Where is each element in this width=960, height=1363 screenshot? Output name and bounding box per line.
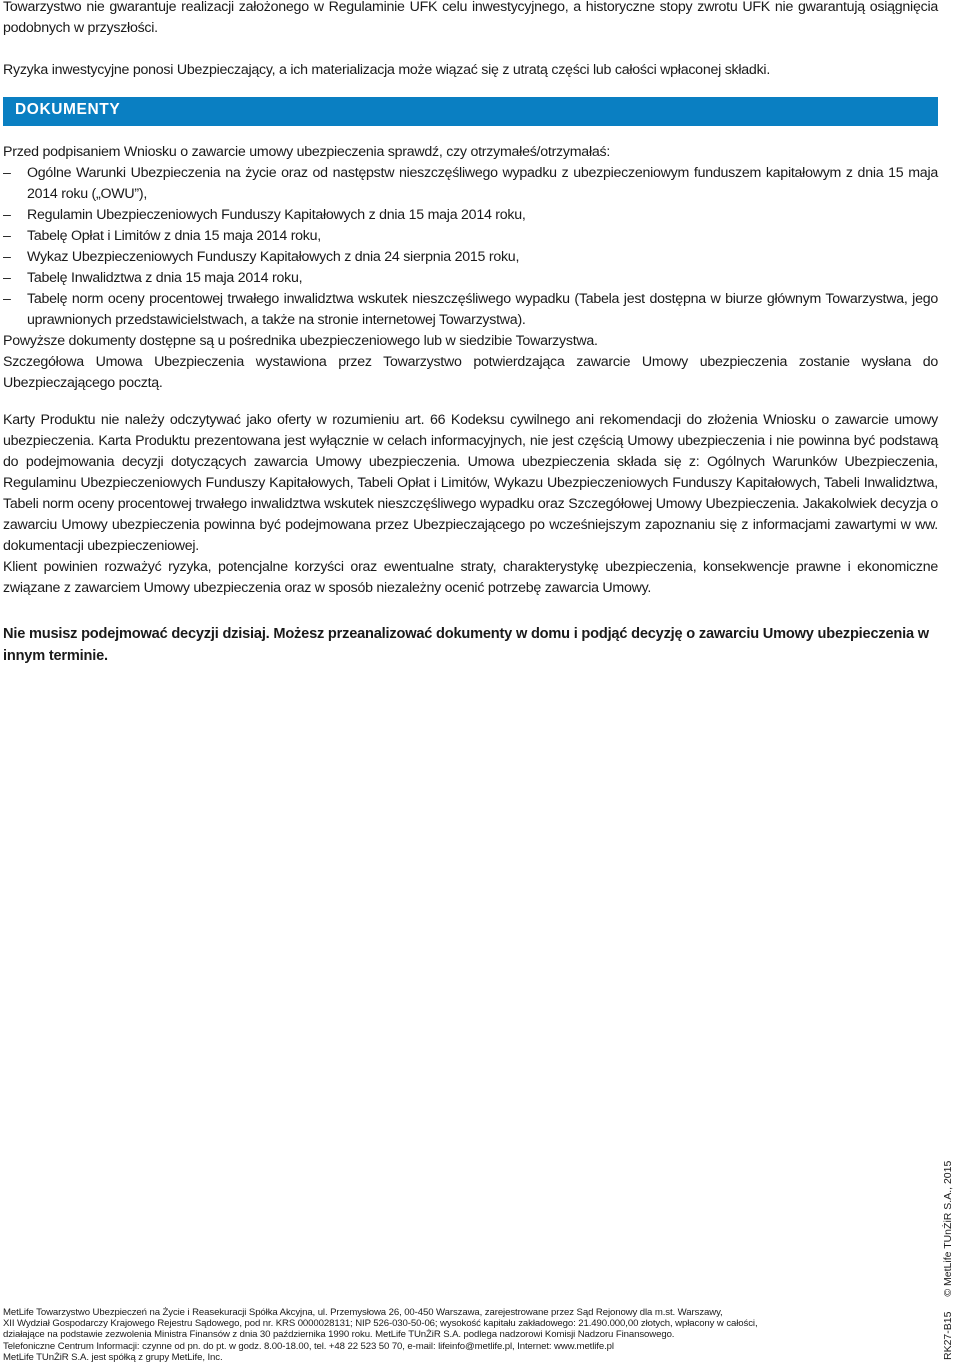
list-item-text: Tabelę norm oceny procentowej trwałego inwalidztwa wskutek nieszczęśliwego wypadku (Tabela jest dostępna w biurze głównym Towarzystwa, jego uprawnionych przedstawicielstwach, a także na stronie internetowej Towarzystwa).	[27, 291, 938, 328]
list-item	[3, 163, 938, 205]
product-card-block	[3, 410, 938, 599]
list-item	[3, 289, 938, 331]
client-advice: Klient powinien rozważyć ryzyka, potencjalne korzyści oraz ewentualne straty, charakterystykę ubezpieczenia, konsekwencje prawne i ekonomiczne związane z zawarciem Umowy ubezpieczenia oraz w sposób niezależny ocenić potrzebę zawarcia Umowy.	[3, 559, 938, 596]
decision-notice: Nie musisz podejmować decyzji dzisiaj. Możesz przeanalizować dokumenty w domu i podjąć decyzję o zawarciu Umowy ubezpieczenia w innym terminie.	[3, 626, 929, 664]
dash-bullet: –	[3, 291, 11, 307]
list-item	[3, 247, 938, 268]
list-item	[3, 268, 938, 289]
vertical-document-code	[942, 1149, 954, 1360]
documents-block	[3, 142, 938, 394]
documents-availability: Powyższe dokumenty dostępne są u pośrednika ubezpieczeniowego lub w siedzibie Towarzystwa.	[3, 333, 598, 349]
documents-lead: Przed podpisaniem Wniosku o zawarcie umowy ubezpieczenia sprawdź, czy otrzymałeś/otrzymałaś:	[3, 144, 611, 160]
section-header-documents	[3, 97, 938, 126]
list-item-text: Regulamin Ubezpieczeniowych Funduszy Kapitałowych z dnia 15 maja 2014 roku,	[27, 207, 526, 223]
list-item-text: Tabelę Inwalidztwa z dnia 15 maja 2014 roku,	[27, 270, 303, 286]
documents-list	[3, 163, 938, 331]
risk-statement: Ryzyka inwestycyjne ponosi Ubezpieczający, a ich materializacja może wiązać się z utratą części lub całości wpłaconej składki.	[3, 62, 771, 78]
list-item	[3, 205, 938, 226]
dash-bullet: –	[3, 228, 11, 244]
list-item-text: Tabelę Opłat i Limitów z dnia 15 maja 2014 roku,	[27, 228, 321, 244]
dash-bullet: –	[3, 165, 11, 181]
product-card-disclaimer: Karty Produktu nie należy odczytywać jako oferty w rozumieniu art. 66 Kodeksu cywilnego ani rekomendacji do złożenia Wniosku o zawarcie umowy ubezpieczenia. Karta Produktu prezentowana jest wyłącznie w celach informacyjnych, nie jest częścią Umowy ubezpieczenia i nie powinna być podstawą do podejmowania decyzji dotyczących zawarcia Umowy ubezpieczenia. Umowa ubezpieczenia składa się z: Ogólnych Warunków Ubezpieczenia, Regulaminu Ubezpieczeniowych Funduszy Kapitałowych, Tabeli Opłat i Limitów, Wykazu Ubezpieczeniowych Funduszy Kapitałowych, Tabeli Inwalidztwa, Tabeli norm oceny procentowej trwałego inwalidztwa wskutek nieszczęśliwego wypadku oraz Szczegółowej Umowy Ubezpieczenia. Jakakolwiek decyzja o zawarciu Umowy ubezpieczenia powinna być podejmowana przez Ubezpieczającego po wcześniejszym zapoznaniu się z informacjami zawartymi w ww. dokumentacji ubezpieczeniowej.	[3, 412, 938, 554]
document-code: RK27-B15	[942, 1311, 954, 1360]
footer-legal	[3, 1307, 883, 1363]
contract-delivery-note: Szczegółowa Umowa Ubezpieczenia wystawiona przez Towarzystwo potwierdzająca zawarcie Umowy ubezpieczenia zostanie wysłana do Ubezpieczającego pocztą.	[3, 354, 938, 391]
footer-line: działające na podstawie zezwolenia Ministra Finansów z dnia 30 października 1990 roku. MetLife TUnŻiR S.A. podlega nadzorowi Komisji Nadzoru Finansowego.	[3, 1329, 675, 1341]
intro-block	[3, 0, 938, 39]
list-item-text: Wykaz Ubezpieczeniowych Funduszy Kapitałowych z dnia 24 sierpnia 2015 roku,	[27, 249, 520, 265]
section-title: DOKUMENTY	[15, 101, 121, 118]
footer-line: Telefoniczne Centrum Informacji: czynne od pn. do pt. w godz. 8.00-18.00, tel. +48 22 523 50 70, e-mail: lifeinfo@metlife.pl, Internet: www.metlife.pl	[3, 1340, 614, 1352]
dash-bullet: –	[3, 249, 11, 265]
footer-line: MetLife TUnŻiR S.A. jest spółką z grupy MetLife, Inc.	[3, 1351, 223, 1363]
copyright-note: © MetLife TUnŻiR S.A., 2015	[942, 1160, 954, 1297]
list-item-text: Ogólne Warunki Ubezpieczenia na życie oraz od następstw nieszczęśliwego wypadku z ubezpieczeniowym funduszem kapitałowym z dnia 15 maja 2014 roku („OWU”),	[27, 165, 938, 202]
footer-line: MetLife Towarzystwo Ubezpieczeń na Życie i Reasekuracji Spółka Akcyjna, ul. Przemysłowa 26, 00-450 Warszawa, zarejestrowane przez Sąd Rejonowy dla m.st. Warszawy,	[3, 1307, 723, 1318]
guarantee-disclaimer: Towarzystwo nie gwarantuje realizacji założonego w Regulaminie UFK celu inwestycyjnego, a historyczne stopy zwrotu UFK nie gwarantują osiągnięcia podobnych w przyszłości.	[3, 0, 938, 36]
footer-line: XII Wydział Gospodarczy Krajowego Rejestru Sądowego, pod nr. KRS 0000028131; NIP 526-030-50-06; wysokość kapitału zakładowego: 21.490.000,00 złotych, wpłacony w całości,	[3, 1318, 758, 1330]
list-item	[3, 226, 938, 247]
dash-bullet: –	[3, 270, 11, 286]
risk-block	[3, 60, 938, 81]
dash-bullet: –	[3, 207, 11, 223]
